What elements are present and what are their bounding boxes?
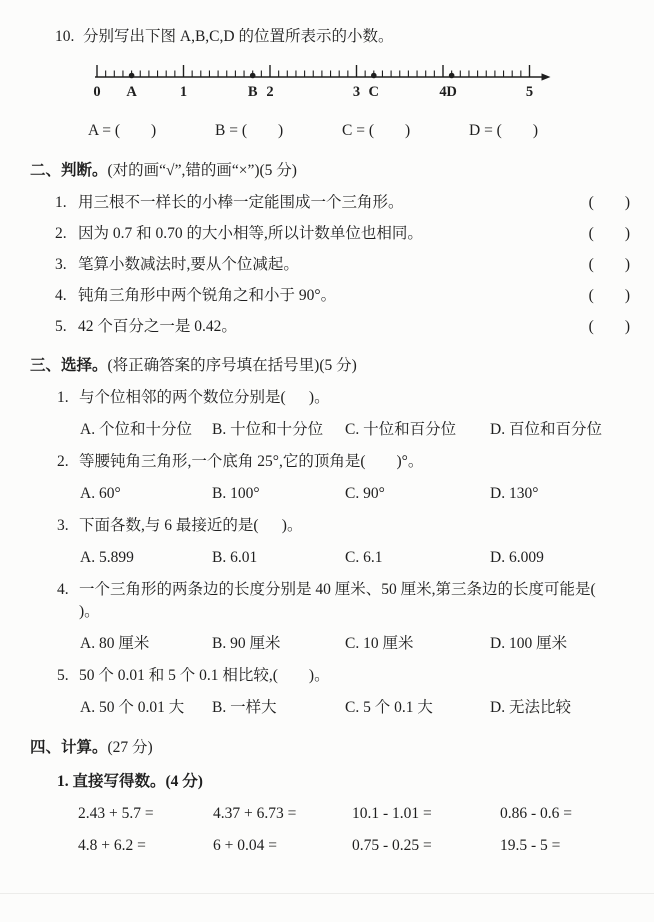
choice-question-5-options	[80, 697, 654, 719]
svg-text:A: A	[126, 84, 137, 100]
choice-question-4-options	[80, 633, 654, 655]
judgment-item-5	[55, 316, 654, 337]
item-number: 4.	[55, 287, 67, 304]
svg-text:C: C	[368, 84, 380, 100]
calc-expression: 0.75 - 0.25 =	[352, 837, 432, 854]
item-number: 1.	[55, 194, 67, 211]
number-line	[92, 62, 654, 106]
choice-question-3-options	[80, 547, 654, 569]
section-judgment-title: 二、判断。	[30, 162, 108, 179]
judgment-answer-bracket: ( )	[588, 194, 630, 211]
option-a: A. 80 厘米	[80, 635, 150, 652]
option-c: C. 90°	[345, 485, 385, 502]
option-a: A. 60°	[80, 485, 121, 502]
svg-text:4: 4	[439, 84, 447, 100]
calc-expression: 10.1 - 1.01 =	[352, 805, 432, 822]
option-b: B. 90 厘米	[212, 635, 281, 652]
section-judgment-header	[30, 160, 654, 182]
calc-expression: 0.86 - 0.6 =	[500, 805, 573, 822]
judgment-answer-bracket: ( )	[588, 318, 630, 335]
judgment-item-1	[55, 192, 654, 213]
item-number: 1.	[57, 389, 69, 406]
option-a: A. 个位和十分位	[80, 421, 192, 438]
option-c: C. 十位和百分位	[345, 421, 457, 438]
judgment-answer-bracket: ( )	[588, 256, 630, 273]
option-d: D. 百位和百分位	[490, 421, 602, 438]
option-d: D. 100 厘米	[490, 635, 568, 652]
svg-text:2: 2	[266, 84, 274, 100]
question-stem: 等腰钝角三角形,一个底角 25°,它的顶角是( )°。	[79, 453, 424, 470]
choice-question-5	[57, 665, 640, 687]
judgment-item-4	[55, 285, 654, 306]
answer-blanks-row	[88, 120, 654, 142]
calc-expression: 4.37 + 6.73 =	[213, 805, 297, 822]
section-calculation-subtitle: (27 分)	[107, 739, 153, 756]
question-10-text: 分别写出下图 A,B,C,D 的位置所表示的小数。	[83, 28, 394, 45]
calculation-subheader: 1. 直接写得数。(4 分)	[57, 773, 203, 790]
option-b: B. 十位和十分位	[212, 421, 324, 438]
question-stem: 与个位相邻的两个数位分别是( )。	[79, 389, 330, 406]
option-d: D. 无法比较	[490, 699, 571, 716]
section-choice-header	[30, 355, 654, 377]
judgment-text: 用三根不一样长的小棒一定能围成一个三角形。	[78, 194, 404, 211]
item-number: 4.	[57, 581, 69, 598]
option-b: B. 100°	[212, 485, 260, 502]
judgment-text: 因为 0.7 和 0.70 的大小相等,所以计数单位也相同。	[78, 225, 423, 242]
judgment-answer-bracket: ( )	[588, 287, 630, 304]
section-choice-subtitle: (将正确答案的序号填在括号里)(5 分)	[107, 357, 357, 374]
section-choice-title: 三、选择。	[30, 357, 108, 374]
answer-blank-d: D = ( )	[469, 122, 539, 139]
calc-expression: 6 + 0.04 =	[213, 837, 277, 854]
section-calculation-title: 四、计算。	[30, 739, 108, 756]
option-c: C. 5 个 0.1 大	[345, 699, 433, 716]
item-number: 5.	[57, 667, 69, 684]
option-b: B. 6.01	[212, 549, 258, 566]
question-10	[55, 26, 654, 48]
svg-text:5: 5	[525, 84, 534, 100]
section-judgment-subtitle: (对的画“√”,错的画“×”)(5 分)	[107, 162, 297, 179]
calc-row-1	[78, 803, 654, 825]
option-c: C. 10 厘米	[345, 635, 414, 652]
svg-text:B: B	[247, 84, 258, 100]
svg-text:D: D	[446, 84, 457, 100]
answer-blank-b: B = ( )	[215, 122, 284, 139]
calc-row-2	[78, 835, 654, 857]
svg-text:1: 1	[179, 84, 188, 100]
option-d: D. 6.009	[490, 549, 544, 566]
page-bottom-divider	[0, 893, 654, 894]
choice-question-2	[57, 451, 640, 473]
calc-expression: 19.5 - 5 =	[500, 837, 561, 854]
svg-text:3: 3	[352, 84, 361, 100]
judgment-item-2	[55, 223, 654, 244]
item-number: 3.	[55, 256, 67, 273]
item-number: 2.	[57, 453, 69, 470]
option-b: B. 一样大	[212, 699, 277, 716]
judgment-text: 42 个百分之一是 0.42。	[78, 318, 237, 335]
item-number: 2.	[55, 225, 67, 242]
calc-expression: 4.8 + 6.2 =	[78, 837, 146, 854]
question-stem: 下面各数,与 6 最接近的是( )。	[79, 517, 303, 534]
question-stem: 一个三角形的两条边的长度分别是 40 厘米、50 厘米,第三条边的长度可能是( )。	[79, 581, 627, 620]
judgment-item-3	[55, 254, 654, 275]
option-a: A. 50 个 0.01 大	[80, 699, 185, 716]
option-c: C. 6.1	[345, 549, 383, 566]
choice-question-1	[57, 387, 640, 409]
choice-question-2-options	[80, 483, 654, 505]
judgment-text: 笔算小数减法时,要从个位减起。	[78, 256, 299, 273]
choice-question-3	[57, 515, 640, 537]
number-line-svg	[92, 62, 560, 106]
section-calculation-header	[30, 737, 654, 759]
question-10-number: 10.	[55, 28, 75, 45]
judgment-text: 钝角三角形中两个锐角之和小于 90°。	[78, 287, 337, 304]
calc-expression: 2.43 + 5.7 =	[78, 805, 154, 822]
option-d: D. 130°	[490, 485, 539, 502]
choice-question-1-options	[80, 419, 654, 441]
choice-question-4	[57, 579, 640, 623]
answer-blank-c: C = ( )	[342, 122, 411, 139]
option-a: A. 5.899	[80, 549, 134, 566]
answer-blank-a: A = ( )	[88, 122, 157, 139]
question-stem: 50 个 0.01 和 5 个 0.1 相比较,( )。	[79, 667, 330, 684]
item-number: 3.	[57, 517, 69, 534]
item-number: 5.	[55, 318, 67, 335]
judgment-answer-bracket: ( )	[588, 225, 630, 242]
svg-text:0: 0	[93, 84, 101, 100]
